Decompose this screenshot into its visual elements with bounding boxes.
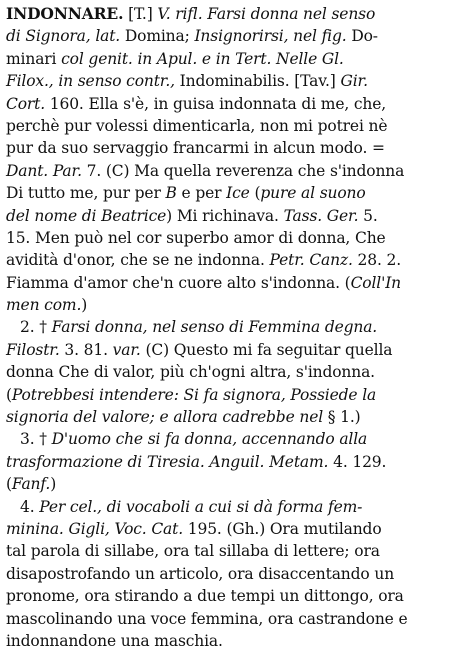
text-line: [6, 473, 465, 495]
italic-text: Filox., in senso contr.,: [6, 72, 175, 91]
text-line: [6, 3, 465, 25]
italic-text: Insignorirsi, nel fig.: [194, 27, 347, 46]
text-line: [6, 361, 465, 383]
text-segment: 5.: [358, 206, 378, 225]
text-segment: mascolinando una voce femmina, ora castrandone e: [6, 609, 408, 628]
text-segment: (C) Questo mi fa seguitar quella: [140, 340, 393, 359]
text-line: [6, 25, 465, 47]
text-line: [6, 406, 465, 428]
text-line: [6, 249, 465, 271]
italic-text: Cort.: [6, 94, 46, 113]
text-segment: e per: [176, 184, 227, 203]
text-segment: (: [249, 184, 261, 203]
italic-text: trasformazione di Tiresia. Anguil. Metam.: [6, 452, 329, 471]
text-segment: pronome, ora stirando a due tempi un dittongo, ora: [6, 587, 404, 606]
text-segment: Indominabilis. [Tav.]: [174, 72, 341, 91]
italic-text: Potrebbesi intendere: Si fa signora, Possiede la: [11, 385, 377, 404]
text-line: [6, 518, 465, 540]
italic-text: minina. Gigli, Voc. Cat.: [6, 519, 183, 538]
sense-number: 4.: [20, 497, 40, 516]
text-segment: pur da suo servaggio francarmi in alcun modo. =: [6, 139, 385, 158]
text-line: [6, 205, 465, 227]
text-segment: 3. 81.: [59, 340, 113, 359]
headword: INDONNARE.: [6, 4, 124, 23]
text-line: [6, 137, 465, 159]
text-line: [6, 48, 465, 70]
text-line: [6, 272, 465, 294]
italic-text: Per cel., di vocaboli a cui si dà forma fem-: [39, 497, 363, 516]
text-line: [6, 93, 465, 115]
text-line: [6, 384, 465, 406]
italic-text: Filostr.: [6, 340, 60, 359]
text-segment: donna Che di valor, più ch'ogni altra, s'indonna.: [6, 363, 375, 382]
text-line: [6, 339, 465, 361]
text-segment: avidità d'onor, che se ne indonna.: [6, 251, 270, 270]
text-segment: Do-: [346, 27, 378, 46]
text-line: [6, 70, 465, 92]
text-segment: Fiamma d'amor che'n cuore alto s'indonna. (: [6, 273, 351, 292]
italic-text: di Signora, lat.: [6, 27, 121, 46]
italic-text: Ice: [226, 184, 250, 203]
text-line: [6, 227, 465, 249]
text-line: [6, 540, 465, 562]
text-segment: 15. Men può nel cor superbo amor di donna, Che: [6, 228, 386, 247]
text-line: [6, 428, 465, 450]
italic-text: Petr. Canz.: [269, 251, 353, 270]
text-line: [6, 496, 465, 518]
text-line: [6, 316, 465, 338]
text-segment: indonnandone una maschia.: [6, 631, 223, 650]
text-line: [6, 585, 465, 607]
text-segment: ) Mi richinava.: [166, 206, 284, 225]
dictionary-entry: [6, 3, 465, 652]
text-line: [6, 563, 465, 585]
sense-number: 3. †: [20, 430, 52, 449]
italic-text: men com.: [6, 296, 82, 315]
text-line: [6, 294, 465, 316]
text-segment: 195. (Gh.) Ora mutilando: [183, 519, 382, 538]
text-segment: 7. (C) Ma quella reverenza che s'indonna: [81, 161, 405, 180]
italic-text: Coll'In: [350, 273, 402, 292]
italic-text: Tass. Ger.: [283, 206, 359, 225]
italic-text: Farsi donna, nel senso di Femmina degna.: [51, 318, 378, 337]
text-segment: perchè pur volessi dimenticarla, non mi potrei nè: [6, 116, 388, 135]
italic-text: Dant. Par.: [6, 161, 82, 180]
text-segment: minari: [6, 49, 62, 68]
italic-text: var.: [112, 340, 141, 359]
italic-text: pure al suono: [260, 184, 366, 203]
text-segment: [T.]: [123, 5, 158, 23]
sense-number: 2. †: [20, 318, 52, 337]
text-line: [6, 182, 465, 204]
text-segment: disapostrofando un articolo, ora disaccentando un: [6, 564, 395, 583]
text-line: [6, 608, 465, 630]
italic-text: signoria del valore; e allora cadrebbe nel: [6, 408, 324, 427]
text-segment: ): [50, 475, 57, 494]
text-segment: 28. 2.: [352, 251, 402, 270]
text-line: [6, 160, 465, 182]
text-segment: (: [6, 385, 12, 404]
italic-text: Gir.: [340, 72, 368, 91]
text-segment: ): [81, 296, 88, 315]
text-segment: 160. Ella s'è, in guisa indonnata di me, che,: [45, 94, 387, 113]
text-segment: Domina;: [120, 27, 195, 46]
italic-text: Fanf.: [11, 475, 51, 494]
text-line: [6, 451, 465, 473]
italic-text: D'uomo che si fa donna, accennando alla: [51, 430, 368, 449]
italic-text: B: [165, 184, 177, 203]
text-segment: (: [6, 475, 12, 494]
text-line: [6, 630, 465, 652]
text-segment: § 1.): [323, 408, 361, 427]
italic-text: V. rifl. Farsi donna nel senso: [157, 5, 376, 23]
italic-text: col genit. in Apul. e in Tert. Nelle Gl.: [61, 49, 344, 68]
italic-text: del nome di Beatrice: [6, 206, 167, 225]
text-segment: 4. 129.: [328, 452, 387, 471]
text-line: [6, 115, 465, 137]
text-segment: tal parola di sillabe, ora tal sillaba di lettere; ora: [6, 542, 380, 561]
text-segment: Di tutto me, pur per: [6, 184, 166, 203]
